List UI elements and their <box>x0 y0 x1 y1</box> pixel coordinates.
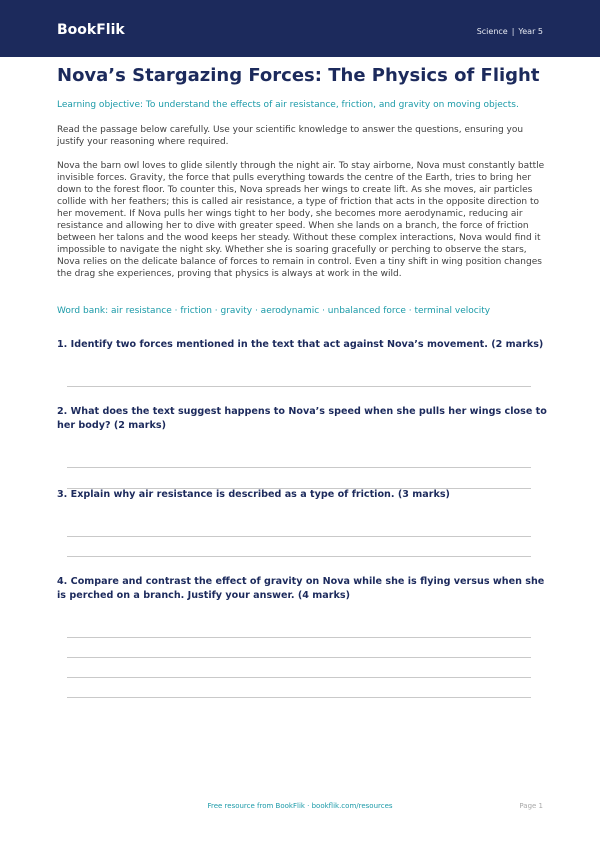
answer-line-q4-2[interactable] <box>67 657 531 658</box>
year-label: Year 5 <box>518 27 543 36</box>
answer-line-q1-1[interactable] <box>67 386 531 387</box>
question-4: 4. Compare and contrast the effect of gravity on Nova while she is flying versus when she is perched on a branch. Justify your answer. (4 marks) <box>57 576 545 601</box>
breadcrumb-separator: | <box>511 27 515 36</box>
answer-line-q4-3[interactable] <box>67 677 531 678</box>
answer-line-q4-1[interactable] <box>67 637 531 638</box>
footer-resource-link[interactable]: Free resource from BookFlik · bookflik.com/resources <box>207 802 393 810</box>
question-3: 3. Explain why air resistance is described as a type of friction. (3 marks) <box>57 489 450 500</box>
answer-line-q3-2[interactable] <box>67 556 531 557</box>
page-number: Page 1 <box>519 802 543 810</box>
page-title: Nova’s Stargazing Forces: The Physics of Flight <box>57 65 540 86</box>
question-1: 1. Identify two forces mentioned in the text that act against Nova’s movement. (2 marks) <box>57 339 544 350</box>
subject-label: Science <box>476 27 508 36</box>
instructions: Read the passage below carefully. Use your scientific knowledge to answer the questions, ensuring you justify your reasoning where required. <box>57 125 524 147</box>
subject-breadcrumb <box>477 27 543 37</box>
word-bank: Word bank: air resistance · friction · gravity · aerodynamic · unbalanced force · terminal velocity <box>57 306 491 316</box>
answer-line-q2-1[interactable] <box>67 467 531 468</box>
reading-passage: Nova the barn owl loves to glide silently through the night air. To stay airborne, Nova must constantly battle invisible forces. Gravity, the force that pulls everything towards the centre of the Earth, tries to bring her down to the forest floor. To counter this, Nova spreads her wings to create lift. As she moves, air particles collide with her feathers; this is called air resistance, a type of friction that acts in the opposite direction to her movement. If Nova pulls her wings tight to her body, she becomes more aerodynamic, reducing air resistance and allowing her to dive with greater speed. When she lands on a branch, the force of friction between her talons and the wood keeps her steady. Without these complex interactions, Nova would find it impossible to navigate the night sky. Whether she is soaring gracefully or perching to observe the stars, Nova relies on the delicate balance of forces to remain in control. Even a tiny shift in wing position changes the drag she experiences, proving that physics is always at work in the wild. <box>57 161 545 279</box>
brand-logo[interactable]: BookFlik <box>57 22 125 38</box>
header-bar <box>0 0 600 57</box>
question-2: 2. What does the text suggest happens to Nova’s speed when she pulls her wings close to her body? (2 marks) <box>57 406 547 431</box>
answer-line-q3-1[interactable] <box>67 536 531 537</box>
learning-objective: Learning objective: To understand the effects of air resistance, friction, and gravity on moving objects. <box>57 100 519 110</box>
answer-line-q4-4[interactable] <box>67 697 531 698</box>
